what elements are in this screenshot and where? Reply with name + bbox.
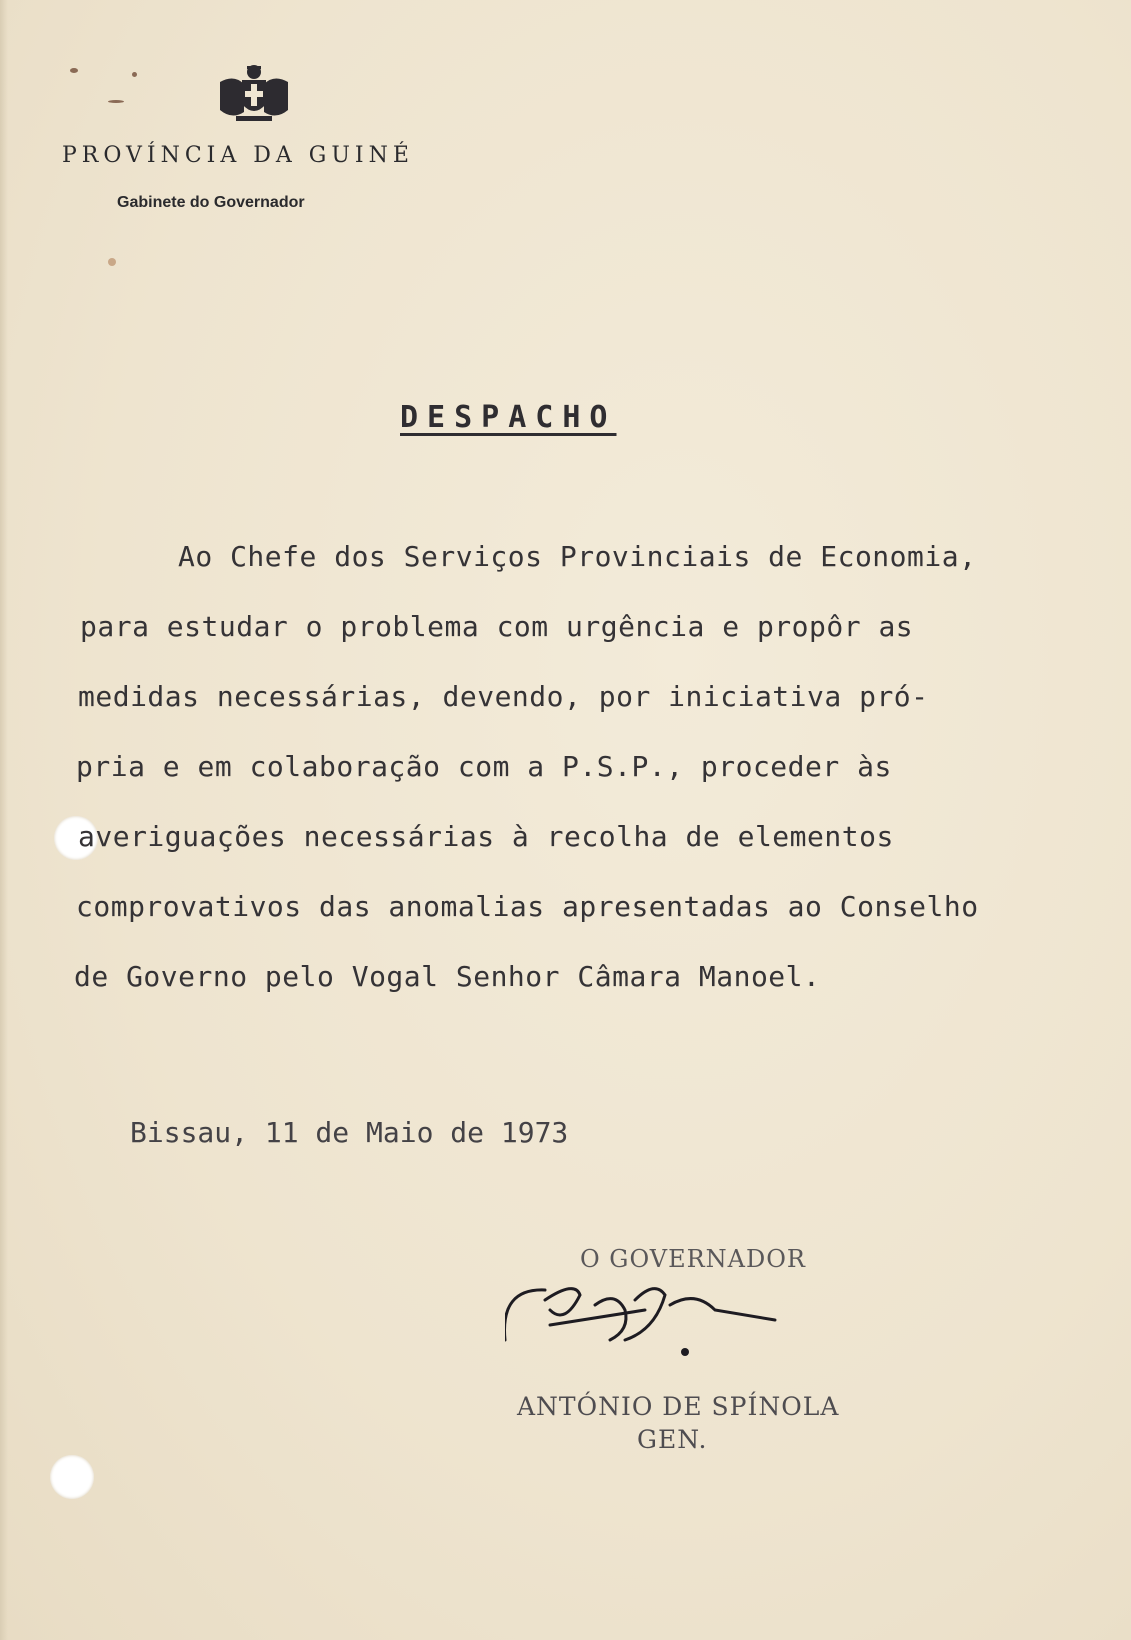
signatory-role: O GOVERNADOR (580, 1245, 806, 1273)
letterhead-office: Gabinete do Governador (117, 194, 305, 211)
body-line: de Governo pelo Vogal Senhor Câmara Manoel. (74, 960, 821, 993)
body-line: comprovativos das anomalias apresentadas ao Conselho (76, 890, 979, 923)
ink-speck (108, 100, 124, 103)
dateline: Bissau, 11 de Maio de 1973 (130, 1116, 569, 1149)
signatory-rank: GEN. (637, 1425, 708, 1454)
coat-of-arms-icon (214, 62, 294, 126)
paper-edge (0, 0, 8, 1640)
letterhead-province: PROVÍNCIA DA GUINÉ (62, 143, 414, 168)
body-line: pria e em colaboração com a P.S.P., proceder às (76, 750, 892, 783)
ink-speck (132, 72, 137, 77)
body-line: Ao Chefe dos Serviços Provinciais de Economia, (178, 540, 977, 573)
ink-speck (70, 68, 78, 73)
signatory-name: ANTÓNIO DE SPÍNOLA (517, 1392, 840, 1421)
body-line: averiguações necessárias à recolha de elementos (78, 820, 894, 853)
document-title: DESPACHO (400, 400, 617, 435)
body-line: para estudar o problema com urgência e propôr as (80, 610, 914, 643)
body-line: medidas necessárias, devendo, por iniciativa pró- (78, 680, 929, 713)
punch-hole (50, 1455, 94, 1499)
handwritten-signature (505, 1270, 810, 1370)
stain-speck (108, 258, 116, 266)
